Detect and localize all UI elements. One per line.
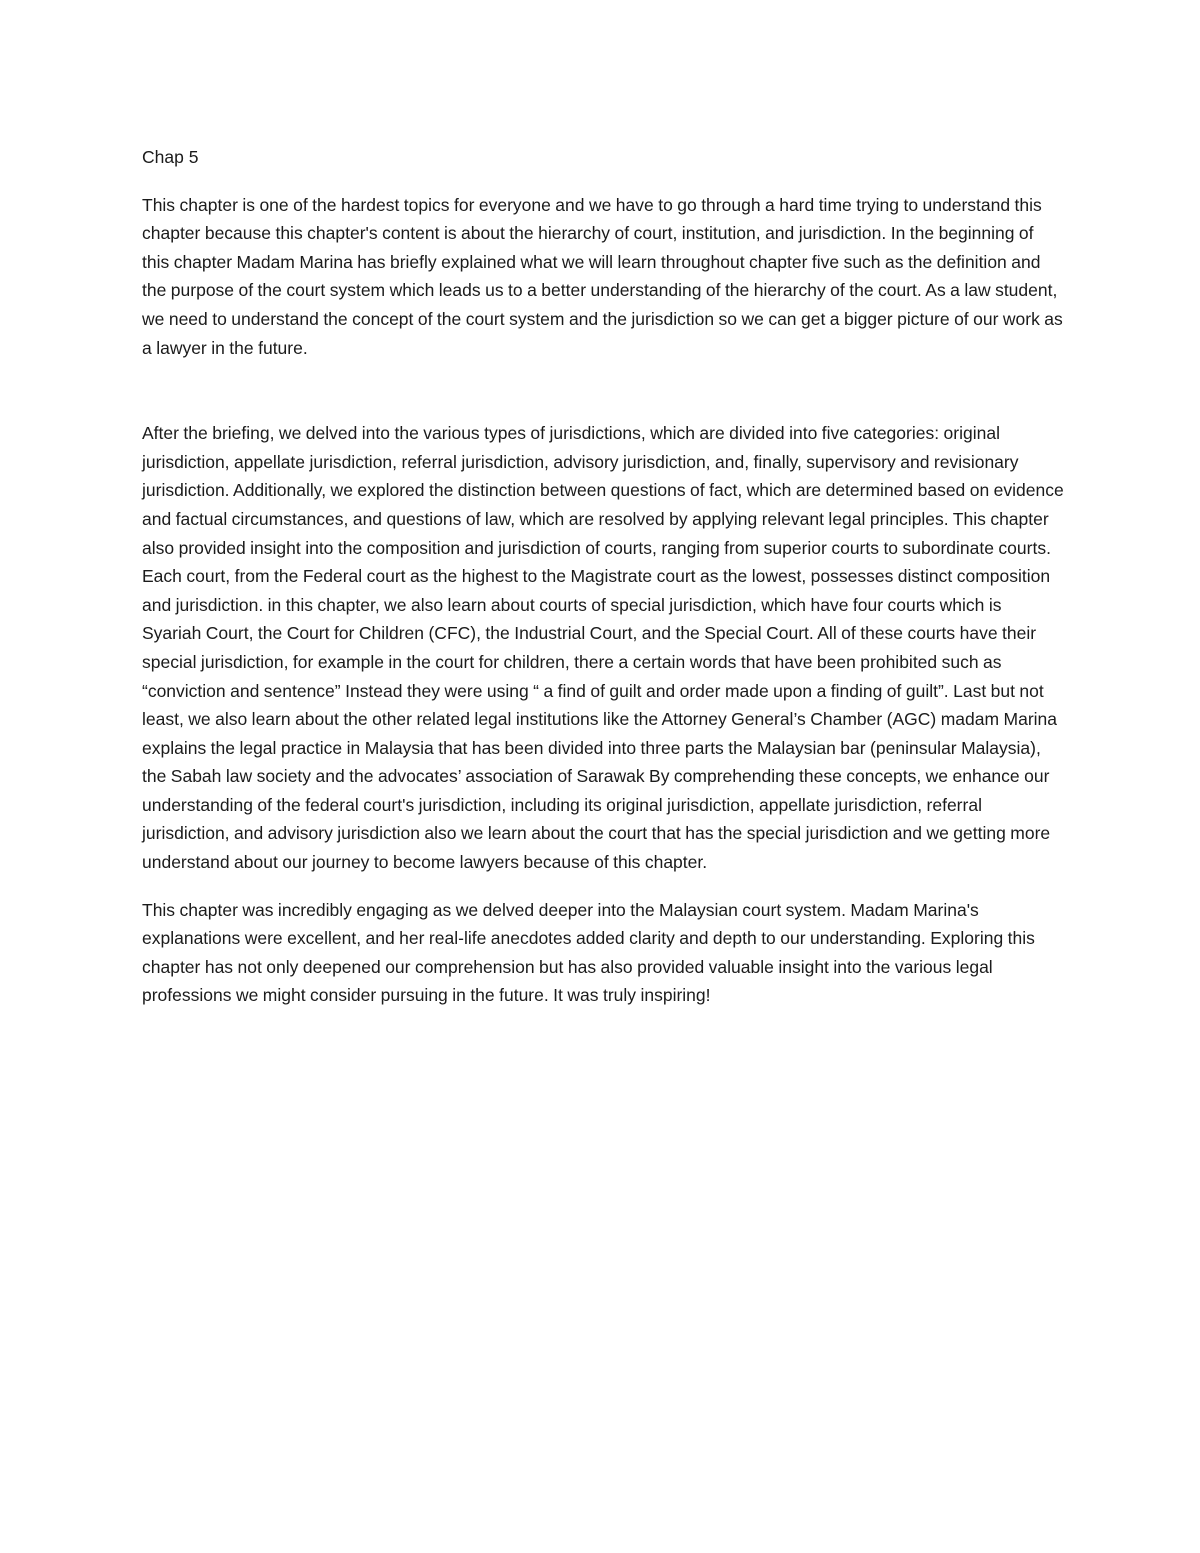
paragraph-jurisdictions: After the briefing, we delved into the various types of jurisdictions, which are divided into five categories: original jurisdiction, appellate jurisdiction, referral jurisdiction, advisory jurisdiction, and, finally, supervisory and revisionary jurisdiction. Additionally, we explored the distinction between questions of fact, which are determined based on evidence and factual circumstances, and questions of law, which are resolved by applying relevant legal principles. This chapter also provided insight into the composition and jurisdiction of courts, ranging from superior courts to subordinate courts. Each court, from the Federal court as the highest to the Magistrate court as the lowest, possesses distinct composition and jurisdiction. in this chapter, we also learn about courts of special jurisdiction, which have four courts which is Syariah Court, the Court for Children (CFC), the Industrial Court, and the Special Court. All of these courts have their special jurisdiction, for example in the court for children, there a certain words that have been prohibited such as “conviction and sentence” Instead they were using “ a find of guilt and order made upon a finding of guilt”. Last but not least, we also learn about the other related legal institutions like the Attorney General’s Chamber (AGC) madam Marina explains the legal practice in Malaysia that has been divided into three parts the Malaysian bar (peninsular Malaysia), the Sabah law society and the advocates’ association of Sarawak By comprehending these concepts, we enhance our understanding of the federal court's jurisdiction, including its original jurisdiction, appellate jurisdiction, referral jurisdiction, and advisory jurisdiction also we learn about the court that has the special jurisdiction and we getting more understand about our journey to become lawyers because of this chapter.	[142, 423, 1064, 873]
paragraph-conclusion: This chapter was incredibly engaging as we delved deeper into the Malaysian court system. Madam Marina's explanations were excellent, and her real-life anecdotes added clarity and depth to our understanding. Exploring this chapter has not only deepened our comprehension but has also provided valuable insight into the various legal professions we might consider pursuing in the future. It was truly inspiring!	[142, 899, 1035, 1006]
document-title: Chap 5	[142, 147, 199, 167]
paragraph-introduction: This chapter is one of the hardest topics for everyone and we have to go through a hard time trying to understand this chapter because this chapter's content is about the hierarchy of court, institution, and jurisdiction. In the beginning of this chapter Madam Marina has briefly explained what we will learn throughout chapter five such as the definition and the purpose of the court system which leads us to a better understanding of the hierarchy of the court. As a law student, we need to understand the concept of the court system and the jurisdiction so we can get a bigger picture of our work as a lawyer in the future.	[142, 194, 1063, 358]
document-body	[142, 143, 1064, 1010]
